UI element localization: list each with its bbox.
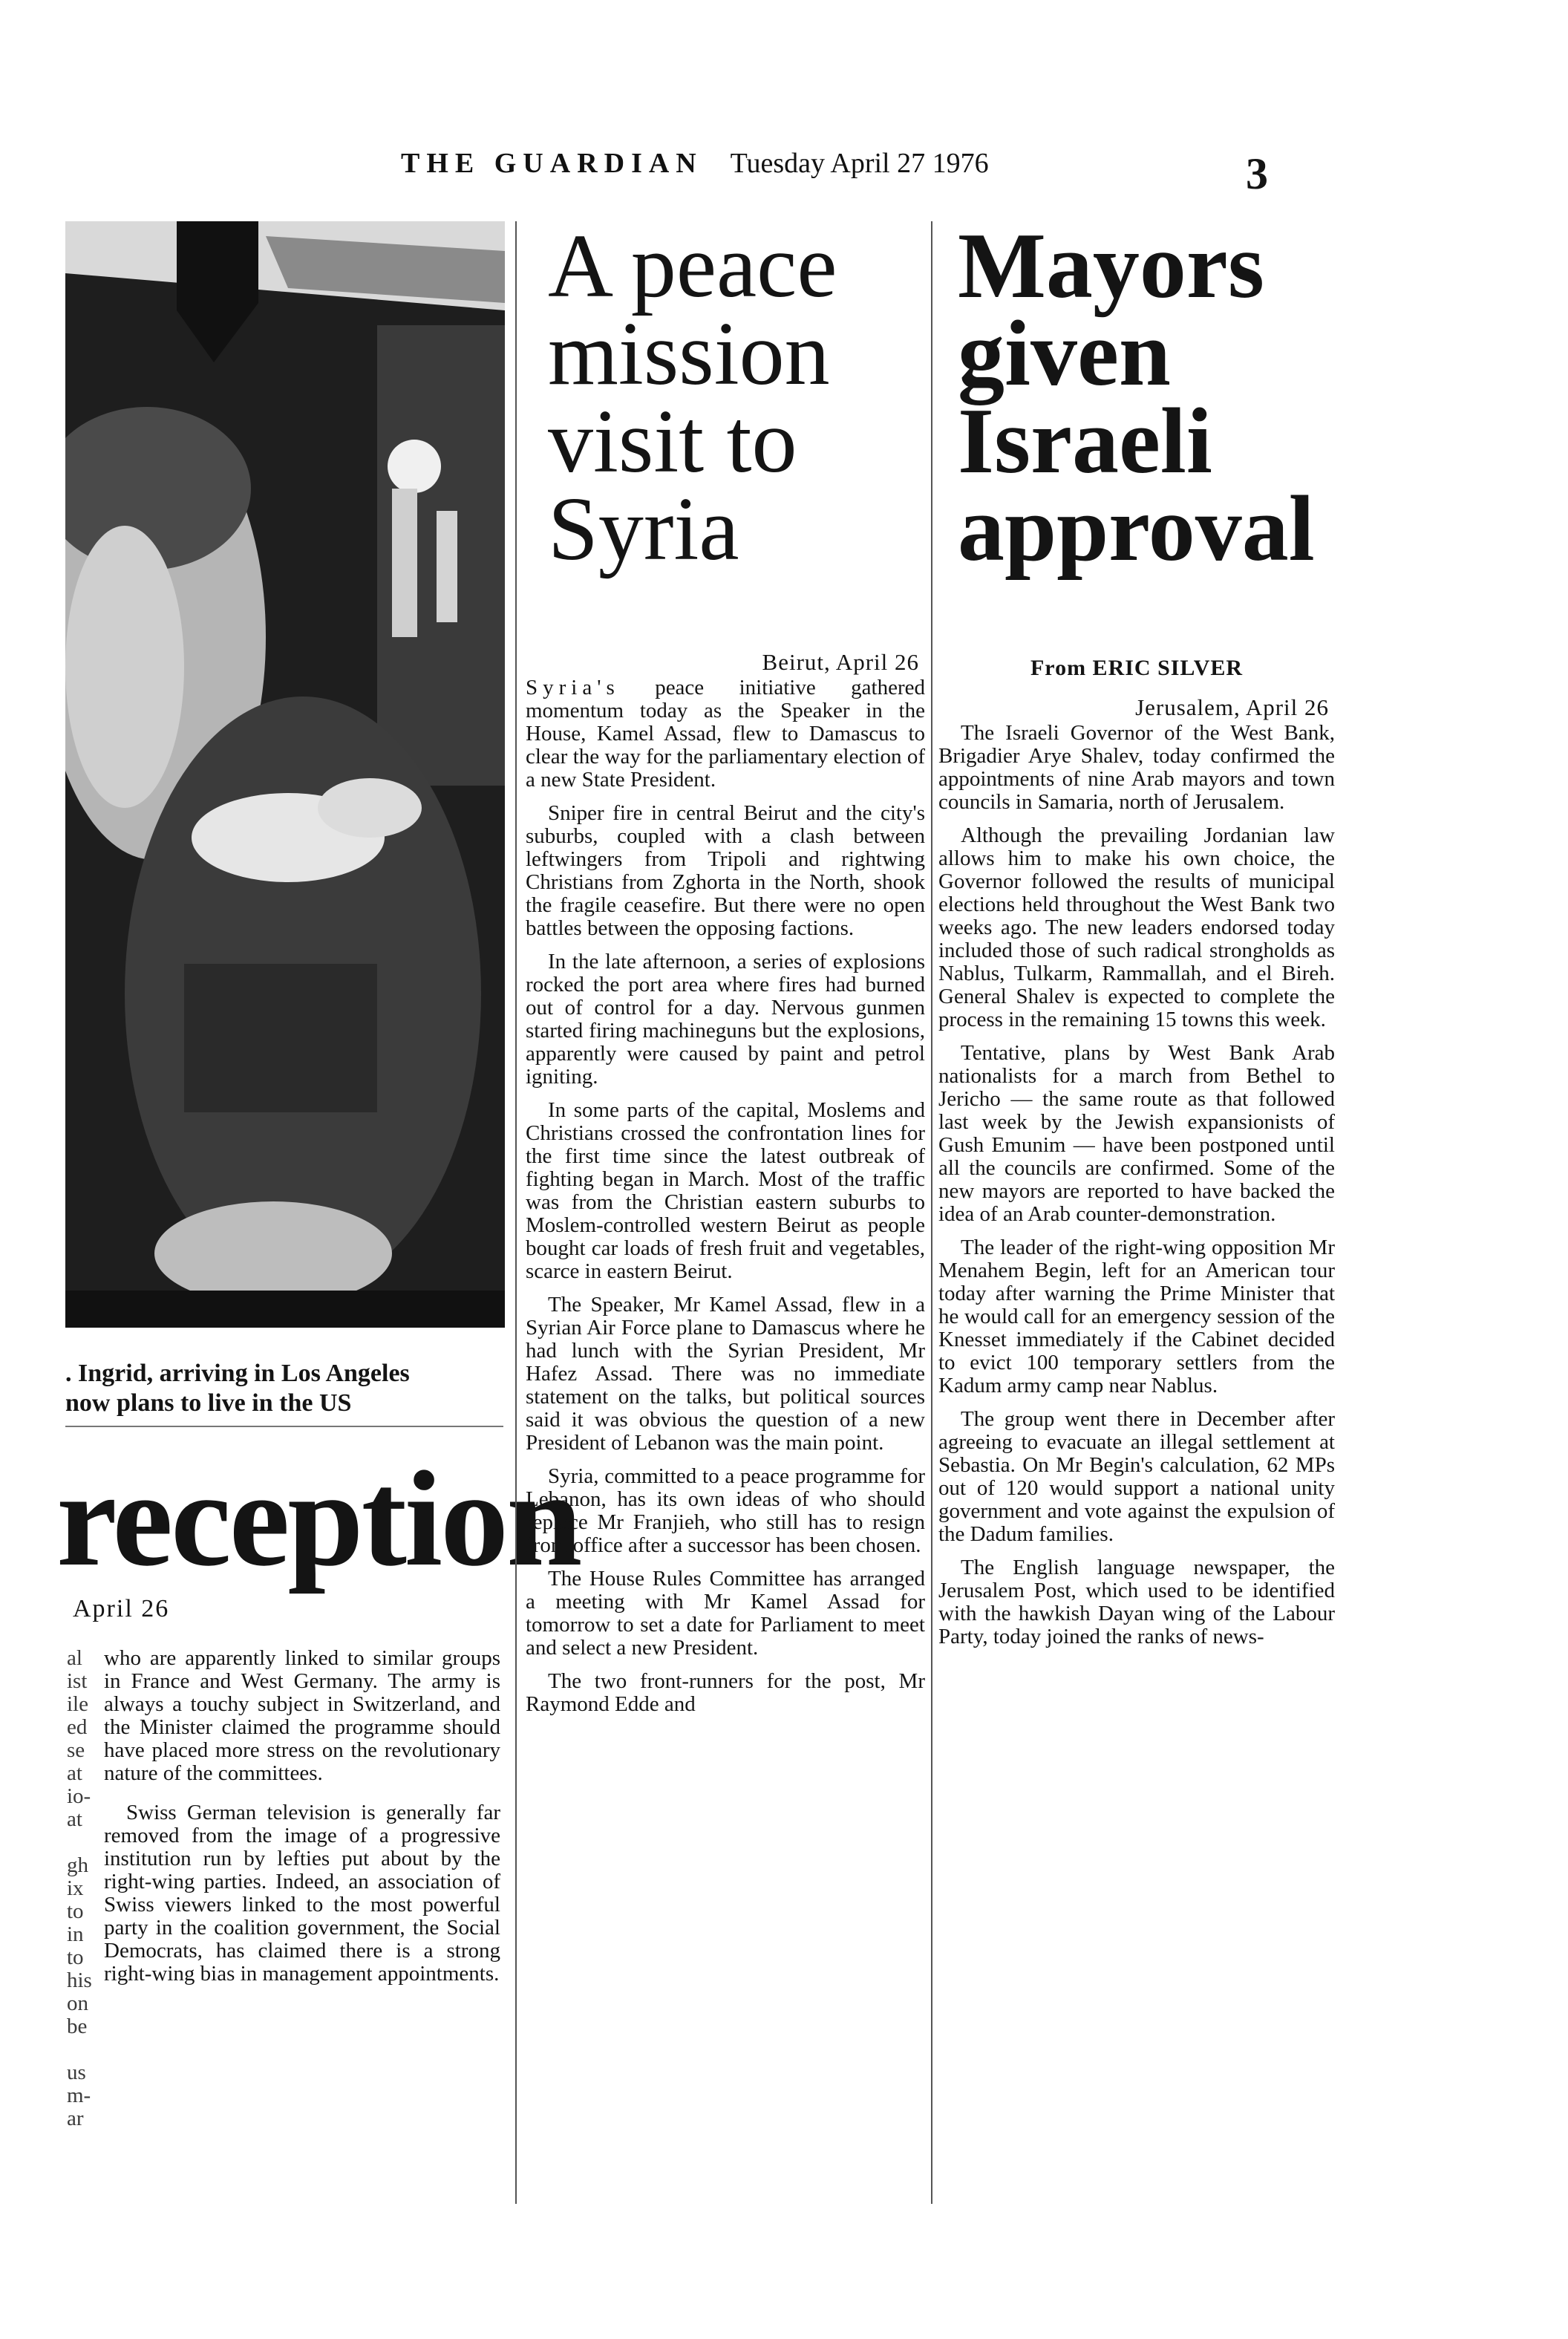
cropped-fragment: to bbox=[67, 1899, 84, 1923]
cropped-fragment: m- bbox=[67, 2084, 91, 2107]
article-paragraph: The Speaker, Mr Kamel Assad, flew in a Syrian Air Force plane to Damascus where he had lunch with the Syrian President, Mr Hafez Assad. There was no immediate statement on the talks, but political sources said it was obvious the question of a new President of Lebanon was the main point. bbox=[526, 1293, 925, 1455]
cropped-fragment: ist bbox=[67, 1669, 88, 1693]
newspaper-name: THE GUARDIAN bbox=[401, 148, 703, 179]
cropped-fragment: his bbox=[67, 1968, 92, 1992]
left-story-dateline: April 26 bbox=[73, 1595, 170, 1622]
cropped-fragment bbox=[67, 1831, 97, 1854]
headline-line: visit to bbox=[548, 391, 797, 492]
article-paragraph: The group went there in December after agreeing to evacuate an illegal settlement at Sebastia. On Mr Begin's calculation, 62 MPs out of 120 would support a national unity government and vote against the expulsion of the Dadum families. bbox=[938, 1407, 1335, 1546]
left-story-dateline-box bbox=[73, 1595, 295, 1623]
page-number: 3 bbox=[1246, 149, 1268, 198]
article-paragraph: In the late afternoon, a series of explosions rocked the port area where fires had burned out of control for a day. Nervous gunmen started firing machineguns but the explosions, apparently were caused by paint and petrol igniting. bbox=[526, 950, 925, 1089]
cropped-fragment: us bbox=[67, 2061, 86, 2084]
right-story-dateline: Jerusalem, April 26 bbox=[1135, 694, 1329, 720]
cropped-fragment: ar bbox=[67, 2107, 84, 2130]
cropped-fragment: ix bbox=[67, 1876, 84, 1900]
article-paragraph: The English language newspaper, the Jerusalem Post, which used to be identified with the hawkish Dayan wing of the Labour Party, today joined the ranks of news- bbox=[938, 1556, 1335, 1648]
caption-line: now plans to live in the US bbox=[65, 1389, 352, 1417]
article-paragraph: The House Rules Committee has arranged a meeting with Mr Kamel Assad for tomorrow to set a date for Parliament to meet and select a new President. bbox=[526, 1567, 925, 1660]
headline-line: Syria bbox=[548, 479, 739, 579]
lead-word: Syria's bbox=[526, 676, 620, 699]
article-paragraph: The Israeli Governor of the West Bank, Brigadier Arye Shalev, today confirmed the appointments of nine Arab mayors and town councils in Samaria, north of Jerusalem. bbox=[938, 721, 1335, 814]
cropped-fragment: se bbox=[67, 1738, 85, 1762]
issue-date: Tuesday April 27 1976 bbox=[730, 148, 989, 179]
right-story-body bbox=[938, 656, 1335, 1648]
caption-line: . Ingrid, arriving in Los Angeles bbox=[65, 1360, 410, 1387]
cropped-fragment: gh bbox=[67, 1853, 88, 1877]
cropped-column-fragments bbox=[67, 1647, 97, 2130]
headline-line: Mayors bbox=[958, 215, 1264, 318]
article-paragraph: Swiss German television is generally far removed from the image of a progressive institution run by lefties put about by the right-wing parties. Indeed, an association of Swiss viewers linked to the most powerful party in the coalition government, the Social Democrats, has claimed there is a strong right-wing bias in management appointments. bbox=[104, 1801, 500, 1986]
right-story-headline bbox=[958, 215, 1344, 581]
headline-line: A peace bbox=[548, 216, 837, 316]
news-photo bbox=[65, 221, 505, 1328]
photo-caption bbox=[65, 1359, 511, 1418]
middle-story-headline bbox=[548, 216, 919, 579]
article-paragraph: Syria, committed to a peace programme for Lebanon, has its own ideas of who should replace Mr Franjieh, who still has to resign from office after a successor has been chosen. bbox=[526, 1464, 925, 1557]
column-divider bbox=[931, 221, 932, 2204]
right-story-byline: From ERIC SILVER bbox=[1030, 656, 1244, 680]
article-paragraph: Tentative, plans by West Bank Arab nationalists for a march from Bethel to Jericho — the same route as that followed last week by the Jewish expansionists of Gush Emunim — have been postponed until all the councils are confirmed. Some of the new mayors are reported to have backed the idea of an Arab counter-demonstration. bbox=[938, 1041, 1335, 1226]
article-paragraph: Although the prevailing Jordanian law allows him to make his own choice, the Governor followed the results of municipal elections held throughout the West Bank two weeks ago. The new leaders endorsed today included those of such radical strongholds as Nablus, Tulkarm, Rammallah, and el Bireh. General Shalev is expected to complete the process in the remaining 15 towns this week. bbox=[938, 823, 1335, 1031]
article-paragraph: The leader of the right-wing opposition Mr Menahem Begin, left for an American tour today after warning the Prime Minister that he would call for an emergency session of the Knesset immediately if the Cabinet decided to evict 100 temporary settlers from the Kadum army camp near Nablus. bbox=[938, 1236, 1335, 1397]
cropped-fragment: ed bbox=[67, 1715, 88, 1739]
article-paragraph bbox=[526, 676, 925, 792]
column-divider bbox=[515, 221, 517, 2204]
cropped-fragment: to bbox=[67, 1945, 84, 1969]
lead-text: peace initiative gathered momentum today as the Speaker in the House, Kamel Assad, flew to Damascus to clear the way for the parliamentary election of a new State President. bbox=[526, 676, 925, 792]
left-story bbox=[56, 1443, 581, 1594]
middle-story-body bbox=[526, 650, 925, 1716]
cropped-fragment: ile bbox=[67, 1692, 88, 1716]
article-paragraph: The two front-runners for the post, Mr Raymond Edde and bbox=[526, 1669, 925, 1716]
cropped-fragment: at bbox=[67, 1761, 82, 1785]
headline-line: Israeli bbox=[958, 390, 1212, 493]
cropped-fragment: io- bbox=[67, 1784, 91, 1808]
middle-story-headline-block bbox=[548, 216, 919, 579]
cropped-fragment: on bbox=[67, 1991, 88, 2015]
article-paragraph: Sniper fire in central Beirut and the city's suburbs, coupled with a clash between leftwingers from Tripoli and rightwing Christians from Zghorta in the North, shook the fragile ceasefire. But there were no open battles between the opposing factions. bbox=[526, 801, 925, 940]
column-divider bbox=[65, 1426, 503, 1427]
right-story-headline-block bbox=[958, 215, 1344, 581]
cropped-fragment: be bbox=[67, 2015, 88, 2038]
middle-story-dateline: Beirut, April 26 bbox=[762, 649, 919, 675]
left-story-headline: reception bbox=[56, 1443, 581, 1594]
article-paragraph: In some parts of the capital, Moslems and Christians crossed the confrontation lines for the first time since the latest outbreak of fighting began in March. Most of the traffic was from the Christian eastern suburbs to Moslem-controlled western Beirut as people bought car loads of fresh fruit and vegetables, scarce in eastern Beirut. bbox=[526, 1098, 925, 1283]
cropped-fragment bbox=[67, 2038, 97, 2061]
cropped-fragment: at bbox=[67, 1807, 82, 1831]
cropped-fragment: in bbox=[67, 1922, 84, 1946]
headline-line: mission bbox=[548, 304, 830, 404]
headline-line: approval bbox=[958, 477, 1315, 581]
masthead bbox=[401, 147, 989, 180]
left-story-body bbox=[104, 1647, 500, 1986]
cropped-fragment: al bbox=[67, 1646, 82, 1670]
headline-line: given bbox=[958, 302, 1172, 405]
article-paragraph: who are apparently linked to similar groups in France and West Germany. The army is always a touchy subject in Switzerland, and the Minister claimed the programme should have placed more stress on the revolutionary nature of the committees. bbox=[104, 1646, 500, 1785]
